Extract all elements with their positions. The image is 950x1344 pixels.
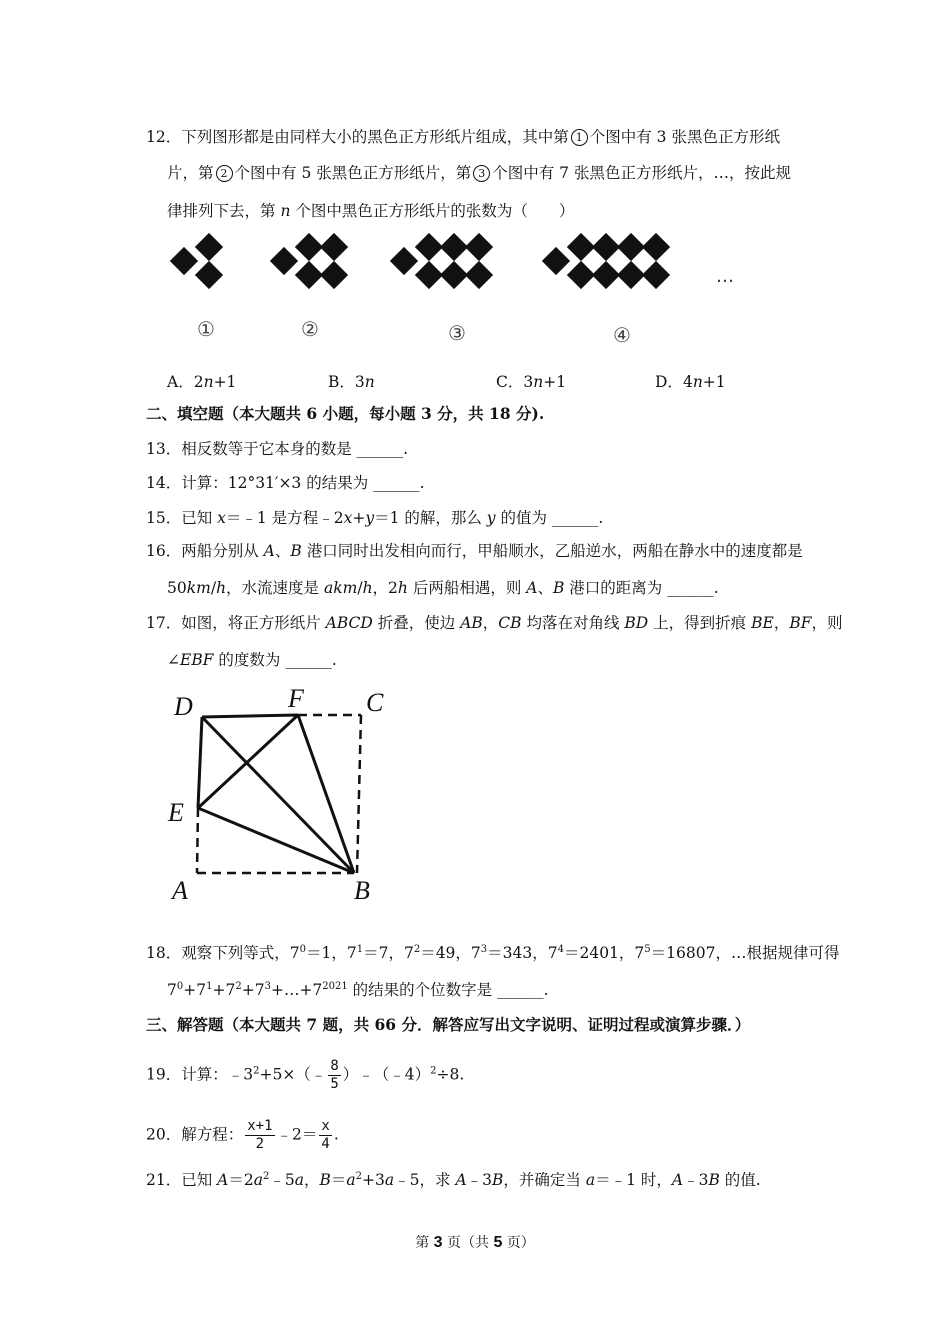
black-square [195, 261, 223, 289]
fraction-8-5: $\frac{8}{5}$ [330, 1058, 339, 1092]
figure-label-4: ④ [613, 323, 631, 347]
black-square [642, 261, 670, 289]
black-square [642, 233, 670, 261]
label-c: C [366, 688, 384, 717]
pattern-figure-2 [270, 233, 348, 289]
edge-df [202, 715, 298, 717]
line-db [202, 717, 354, 873]
black-square [440, 261, 468, 289]
circled-number: 1 [571, 129, 588, 146]
black-square [320, 261, 348, 289]
black-square [542, 247, 570, 275]
black-square [170, 247, 198, 275]
option-c: C．3n+1 [496, 373, 567, 391]
section-3-heading: 三、解答题（本大题共 7 题，共 66 分．解答应写出文字说明、证明过程或演算步骤．） [146, 1015, 751, 1034]
page-footer: 第 3 页（共 5 页） [415, 1234, 535, 1251]
label-b: B [354, 876, 370, 905]
label-a: A [172, 876, 188, 905]
label-d: D [174, 692, 193, 721]
fraction-x-over-4: $\frac{x}{4}$ [321, 1118, 330, 1152]
pattern-figure-4 [542, 233, 670, 289]
black-square [270, 247, 298, 275]
black-square [592, 233, 620, 261]
black-square [567, 261, 595, 289]
black-square [195, 233, 223, 261]
q21: 21．已知 $A=2a^2﹣5a$，$B=a^2+3a﹣5$，求 A﹣3B，并确定当 a＝﹣1 时，A﹣3B 的值. [146, 1171, 761, 1189]
black-square [320, 233, 348, 261]
fraction-x-plus-1-over-2: $\frac{x+1}{2}$ [247, 1118, 273, 1152]
pattern-figure-1 [170, 233, 223, 289]
q12-line1: 12．下列图形都是由同样大小的黑色正方形纸片组成，其中第 1 个图中有 3 张黑色正方形纸 [146, 128, 780, 146]
black-square [415, 261, 443, 289]
option-d: D．4n+1 [655, 373, 726, 391]
black-square [592, 261, 620, 289]
line-eb [198, 808, 354, 873]
black-square [295, 233, 323, 261]
page-total: 5 [493, 1234, 503, 1251]
q12-line2: 片，第 2 个图中有 5 张黑色正方形纸片，第 3 个图中有 7 张黑色正方形纸片，…，按此规 [167, 164, 791, 182]
q18-line1: 18．观察下列等式，$7^0=1$，$7^1=7$，$7^2=49$，$7^3=343$，$7^4=2401$，$7^5=16807$，…根据规律可得 [146, 944, 840, 962]
black-square [295, 261, 323, 289]
q13: 13．相反数等于它本身的数是 ______. [146, 440, 409, 458]
dashed-cb [357, 715, 361, 873]
q19: 19．计算：$﹣3^2+5\times(﹣$ $\frac{8}{5}$ ）﹣（﹣4）$^2$÷8. [146, 1058, 465, 1092]
q12-line3: 律排列下去，第 n 个图中黑色正方形纸片的张数为（ ） [167, 202, 575, 220]
black-square [617, 261, 645, 289]
figure-ellipsis: … [716, 266, 734, 287]
option-a: A．2n+1 [167, 373, 237, 391]
option-b: B．3n [328, 373, 375, 391]
black-square [567, 233, 595, 261]
q17-line2: ∠EBF 的度数为 ______. [167, 651, 337, 669]
black-square [390, 247, 418, 275]
figure-label-3: ③ [448, 321, 466, 345]
q16-line1: 16．两船分别从 A、B 港口同时出发相向而行，甲船顺水，乙船逆水，两船在静水中的速度都是 [146, 542, 803, 560]
pattern-figure-3 [390, 233, 493, 289]
line-fb [298, 715, 354, 873]
black-square [465, 261, 493, 289]
label-e: E [168, 798, 184, 827]
circled-number: 3 [473, 165, 490, 182]
dashed-ea [197, 808, 198, 873]
figure-label-2: ② [301, 317, 319, 341]
folded-square-figure [160, 680, 400, 910]
figure-label-1: ① [197, 317, 215, 341]
q18-line2: $7^0+7^1+7^2+7^3+\dots+7^{2021}$ 的结果的个位数字是 ______. [167, 981, 549, 999]
circled-number: 2 [216, 165, 233, 182]
label-f: F [288, 684, 304, 713]
q16-line2: 50km/h，水流速度是 akm/h，2h 后两船相遇，则 A、B 港口的距离为 ______. [167, 579, 719, 597]
black-square [465, 233, 493, 261]
q20: 20．解方程： $\frac{x+1}{2}$ ﹣2＝ $\frac{x}{4}$ . [146, 1118, 339, 1152]
page-number: 3 [433, 1234, 443, 1251]
black-square [440, 233, 468, 261]
q17-line1: 17．如图，将正方形纸片 ABCD 折叠，使边 AB，CB 均落在对角线 BD 上，得到折痕 BE，BF，则 [146, 614, 843, 632]
edge-de [198, 717, 202, 808]
section-2-heading: 二、填空题（本大题共 6 小题，每小题 3 分，共 18 分). [146, 404, 545, 423]
square-pattern-figures [160, 232, 760, 350]
black-square [617, 233, 645, 261]
black-square [415, 233, 443, 261]
q14: 14．计算：12°31′×3 的结果为 ______. [146, 474, 425, 492]
q15: 15．已知 x＝﹣1 是方程﹣2x+y＝1 的解，那么 y 的值为 ______. [146, 509, 604, 527]
